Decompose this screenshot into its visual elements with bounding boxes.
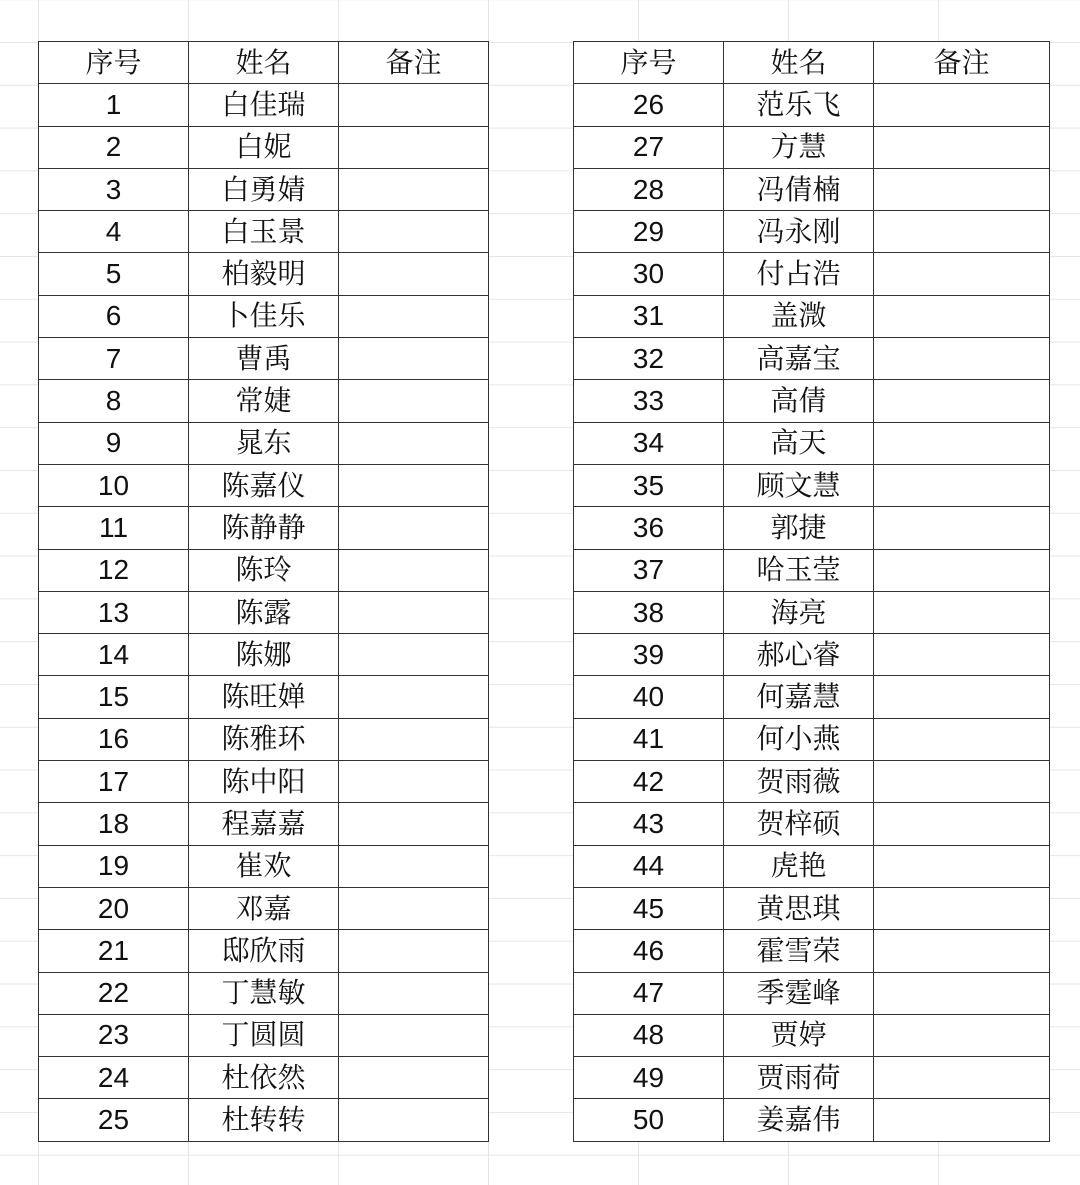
name-cell[interactable]: 方慧: [724, 126, 874, 168]
index-cell[interactable]: 1: [39, 84, 189, 126]
table-row: [39, 845, 489, 887]
index-cell[interactable]: 16: [39, 718, 189, 760]
note-cell[interactable]: [874, 464, 1050, 506]
index-cell[interactable]: 18: [39, 803, 189, 845]
table-row: [39, 126, 489, 168]
table-row: [574, 676, 1050, 718]
name-cell[interactable]: 陈中阳: [189, 761, 339, 803]
table-row: [574, 253, 1050, 295]
note-cell[interactable]: [339, 634, 489, 676]
name-cell[interactable]: 霍雪荣: [724, 930, 874, 972]
index-cell[interactable]: 30: [574, 253, 724, 295]
name-cell[interactable]: 曹禹: [189, 338, 339, 380]
name-cell[interactable]: 海亮: [724, 591, 874, 633]
index-cell[interactable]: 44: [574, 845, 724, 887]
note-cell[interactable]: [874, 972, 1050, 1014]
table-row: [574, 126, 1050, 168]
note-cell[interactable]: [339, 1099, 489, 1141]
index-cell[interactable]: 19: [39, 845, 189, 887]
note-cell[interactable]: [874, 168, 1050, 210]
name-cell[interactable]: 柏毅明: [189, 253, 339, 295]
table-row: [574, 211, 1050, 253]
index-cell[interactable]: 21: [39, 930, 189, 972]
table-row: [39, 549, 489, 591]
name-cell[interactable]: 杜转转: [189, 1099, 339, 1141]
note-cell[interactable]: [874, 422, 1050, 464]
table-row: [574, 591, 1050, 633]
note-cell[interactable]: [339, 464, 489, 506]
table-row: [39, 507, 489, 549]
index-cell[interactable]: 29: [574, 211, 724, 253]
index-cell[interactable]: 11: [39, 507, 189, 549]
name-cell[interactable]: 盖溦: [724, 295, 874, 337]
table-row: [39, 84, 489, 126]
header-note[interactable]: 备注: [874, 42, 1050, 84]
index-cell[interactable]: 31: [574, 295, 724, 337]
table-row: [39, 1099, 489, 1141]
note-cell[interactable]: [339, 972, 489, 1014]
index-cell[interactable]: 38: [574, 591, 724, 633]
note-cell[interactable]: [339, 211, 489, 253]
index-cell[interactable]: 35: [574, 464, 724, 506]
table-row: [39, 295, 489, 337]
note-cell[interactable]: [874, 761, 1050, 803]
index-cell[interactable]: 6: [39, 295, 189, 337]
name-cell[interactable]: 邓嘉: [189, 887, 339, 929]
table-row: [574, 845, 1050, 887]
name-cell[interactable]: 卜佳乐: [189, 295, 339, 337]
table-row: [39, 168, 489, 210]
index-cell[interactable]: 49: [574, 1057, 724, 1099]
name-cell[interactable]: 高嘉宝: [724, 338, 874, 380]
note-cell[interactable]: [339, 338, 489, 380]
table-row: [39, 1014, 489, 1056]
name-cell[interactable]: 陈旺婵: [189, 676, 339, 718]
table-row: [574, 295, 1050, 337]
note-cell[interactable]: [339, 761, 489, 803]
index-cell[interactable]: 17: [39, 761, 189, 803]
name-cell[interactable]: 陈玲: [189, 549, 339, 591]
index-cell[interactable]: 9: [39, 422, 189, 464]
name-cell[interactable]: 崔欢: [189, 845, 339, 887]
header-note[interactable]: 备注: [339, 42, 489, 84]
index-cell[interactable]: 45: [574, 887, 724, 929]
note-cell[interactable]: [874, 803, 1050, 845]
note-cell[interactable]: [874, 84, 1050, 126]
table-row: [39, 930, 489, 972]
note-cell[interactable]: [339, 803, 489, 845]
table-row: [39, 634, 489, 676]
name-cell[interactable]: 何小燕: [724, 718, 874, 760]
note-cell[interactable]: [339, 507, 489, 549]
name-cell[interactable]: 高倩: [724, 380, 874, 422]
name-cell[interactable]: 顾文慧: [724, 464, 874, 506]
table-row: [574, 718, 1050, 760]
note-cell[interactable]: [874, 1014, 1050, 1056]
note-cell[interactable]: [874, 549, 1050, 591]
name-cell[interactable]: 白勇婧: [189, 168, 339, 210]
note-cell[interactable]: [339, 422, 489, 464]
name-cell[interactable]: 白佳瑞: [189, 84, 339, 126]
note-cell[interactable]: [874, 1099, 1050, 1141]
note-cell[interactable]: [874, 338, 1050, 380]
note-cell[interactable]: [339, 295, 489, 337]
table-row: [39, 676, 489, 718]
name-cell[interactable]: 季霆峰: [724, 972, 874, 1014]
name-cell[interactable]: 郝心睿: [724, 634, 874, 676]
header-name[interactable]: 姓名: [724, 42, 874, 84]
index-cell[interactable]: 43: [574, 803, 724, 845]
index-cell[interactable]: 48: [574, 1014, 724, 1056]
index-cell[interactable]: 26: [574, 84, 724, 126]
name-cell[interactable]: 陈静静: [189, 507, 339, 549]
note-cell[interactable]: [339, 168, 489, 210]
index-cell[interactable]: 46: [574, 930, 724, 972]
name-cell[interactable]: 贺梓硕: [724, 803, 874, 845]
table-row: [574, 930, 1050, 972]
note-cell[interactable]: [339, 591, 489, 633]
name-cell[interactable]: 冯倩楠: [724, 168, 874, 210]
index-cell[interactable]: 12: [39, 549, 189, 591]
name-cell[interactable]: 郭捷: [724, 507, 874, 549]
note-cell[interactable]: [874, 126, 1050, 168]
table-row: [574, 761, 1050, 803]
table-row: [574, 422, 1050, 464]
index-cell[interactable]: 42: [574, 761, 724, 803]
table-row: [39, 253, 489, 295]
table-row: [39, 464, 489, 506]
table-row: [39, 1057, 489, 1099]
note-cell[interactable]: [874, 930, 1050, 972]
index-cell[interactable]: 2: [39, 126, 189, 168]
index-cell[interactable]: 34: [574, 422, 724, 464]
index-cell[interactable]: 27: [574, 126, 724, 168]
note-cell[interactable]: [874, 380, 1050, 422]
header-index[interactable]: 序号: [574, 42, 724, 84]
index-cell[interactable]: 13: [39, 591, 189, 633]
note-cell[interactable]: [339, 1014, 489, 1056]
header-index[interactable]: 序号: [39, 42, 189, 84]
index-cell[interactable]: 3: [39, 168, 189, 210]
name-cell[interactable]: 邸欣雨: [189, 930, 339, 972]
table-row: [574, 549, 1050, 591]
note-cell[interactable]: [874, 634, 1050, 676]
table-row: [39, 591, 489, 633]
name-cell[interactable]: 丁圆圆: [189, 1014, 339, 1056]
note-cell[interactable]: [339, 84, 489, 126]
note-cell[interactable]: [874, 718, 1050, 760]
table-row: [574, 887, 1050, 929]
name-cell[interactable]: 付占浩: [724, 253, 874, 295]
note-cell[interactable]: [874, 676, 1050, 718]
note-cell[interactable]: [874, 295, 1050, 337]
name-cell[interactable]: 常婕: [189, 380, 339, 422]
note-cell[interactable]: [339, 887, 489, 929]
name-cell[interactable]: 贾婷: [724, 1014, 874, 1056]
table-row: [39, 380, 489, 422]
index-cell[interactable]: 8: [39, 380, 189, 422]
index-cell[interactable]: 14: [39, 634, 189, 676]
table-row: [574, 338, 1050, 380]
name-cell[interactable]: 陈娜: [189, 634, 339, 676]
index-cell[interactable]: 50: [574, 1099, 724, 1141]
table-row: [574, 1014, 1050, 1056]
table-row: [574, 84, 1050, 126]
name-cell[interactable]: 陈嘉仪: [189, 464, 339, 506]
name-cell[interactable]: 晁东: [189, 422, 339, 464]
note-cell[interactable]: [339, 718, 489, 760]
name-cell[interactable]: 姜嘉伟: [724, 1099, 874, 1141]
index-cell[interactable]: 32: [574, 338, 724, 380]
note-cell[interactable]: [339, 845, 489, 887]
name-cell[interactable]: 贾雨荷: [724, 1057, 874, 1099]
table-row: [574, 1099, 1050, 1141]
table-row: [39, 718, 489, 760]
note-cell[interactable]: [874, 887, 1050, 929]
name-cell[interactable]: 杜依然: [189, 1057, 339, 1099]
name-cell[interactable]: 丁慧敏: [189, 972, 339, 1014]
index-cell[interactable]: 5: [39, 253, 189, 295]
roster-table-left: [38, 41, 489, 1142]
table-row: [39, 803, 489, 845]
note-cell[interactable]: [874, 253, 1050, 295]
name-cell[interactable]: 贺雨薇: [724, 761, 874, 803]
table-row: [39, 887, 489, 929]
table-row: [39, 761, 489, 803]
index-cell[interactable]: 15: [39, 676, 189, 718]
note-cell[interactable]: [874, 1057, 1050, 1099]
name-cell[interactable]: 虎艳: [724, 845, 874, 887]
index-cell[interactable]: 41: [574, 718, 724, 760]
table-row: [574, 168, 1050, 210]
index-cell[interactable]: 47: [574, 972, 724, 1014]
note-cell[interactable]: [874, 211, 1050, 253]
index-cell[interactable]: 20: [39, 887, 189, 929]
note-cell[interactable]: [339, 676, 489, 718]
name-cell[interactable]: 黄思琪: [724, 887, 874, 929]
name-cell[interactable]: 陈雅环: [189, 718, 339, 760]
note-cell[interactable]: [339, 126, 489, 168]
header-row: [574, 42, 1050, 84]
table-row: [39, 211, 489, 253]
index-cell[interactable]: 4: [39, 211, 189, 253]
name-cell[interactable]: 范乐飞: [724, 84, 874, 126]
index-cell[interactable]: 39: [574, 634, 724, 676]
index-cell[interactable]: 36: [574, 507, 724, 549]
table-row: [574, 380, 1050, 422]
note-cell[interactable]: [874, 591, 1050, 633]
note-cell[interactable]: [339, 380, 489, 422]
note-cell[interactable]: [339, 253, 489, 295]
note-cell[interactable]: [339, 1057, 489, 1099]
roster-table-right: [573, 41, 1050, 1142]
table-row: [39, 422, 489, 464]
index-cell[interactable]: 37: [574, 549, 724, 591]
name-cell[interactable]: 程嘉嘉: [189, 803, 339, 845]
header-name[interactable]: 姓名: [189, 42, 339, 84]
table-row: [574, 972, 1050, 1014]
table-row: [574, 464, 1050, 506]
index-cell[interactable]: 10: [39, 464, 189, 506]
index-cell[interactable]: 23: [39, 1014, 189, 1056]
table-row: [574, 803, 1050, 845]
note-cell[interactable]: [339, 549, 489, 591]
note-cell[interactable]: [874, 845, 1050, 887]
note-cell[interactable]: [339, 930, 489, 972]
index-cell[interactable]: 24: [39, 1057, 189, 1099]
index-cell[interactable]: 25: [39, 1099, 189, 1141]
name-cell[interactable]: 冯永刚: [724, 211, 874, 253]
name-cell[interactable]: 高天: [724, 422, 874, 464]
note-cell[interactable]: [874, 507, 1050, 549]
name-cell[interactable]: 哈玉莹: [724, 549, 874, 591]
header-row: [39, 42, 489, 84]
index-cell[interactable]: 40: [574, 676, 724, 718]
table-row: [39, 338, 489, 380]
name-cell[interactable]: 何嘉慧: [724, 676, 874, 718]
table-row: [574, 634, 1050, 676]
name-cell[interactable]: 陈露: [189, 591, 339, 633]
index-cell[interactable]: 22: [39, 972, 189, 1014]
name-cell[interactable]: 白妮: [189, 126, 339, 168]
index-cell[interactable]: 28: [574, 168, 724, 210]
table-row: [574, 1057, 1050, 1099]
table-row: [574, 507, 1050, 549]
index-cell[interactable]: 7: [39, 338, 189, 380]
index-cell[interactable]: 33: [574, 380, 724, 422]
name-cell[interactable]: 白玉景: [189, 211, 339, 253]
table-row: [39, 972, 489, 1014]
